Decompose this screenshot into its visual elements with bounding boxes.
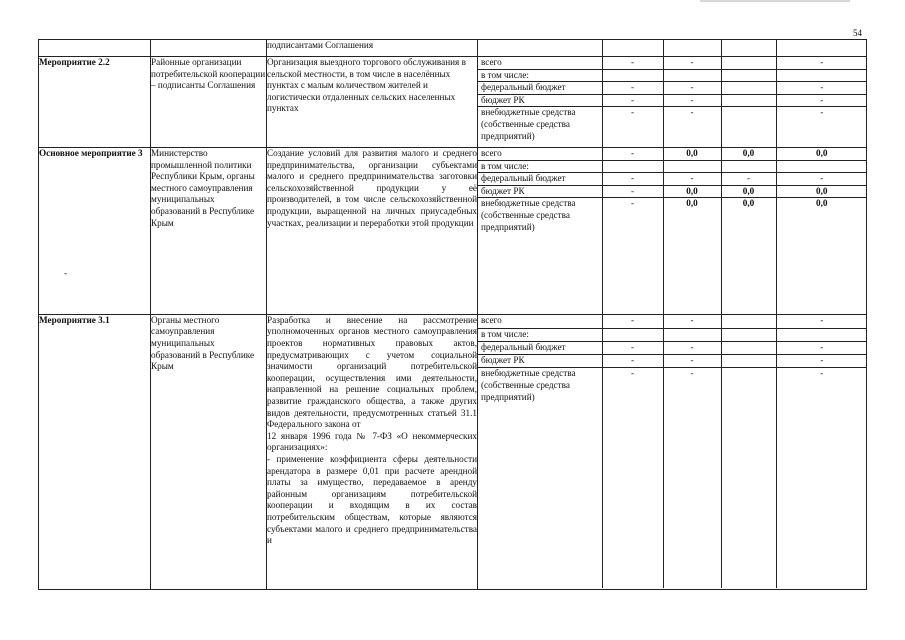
finance-row: бюджет РК - 0,0 0,0 0,0: [478, 185, 867, 198]
cell-description-continuation: подписантами Соглашения: [267, 40, 478, 57]
description-paragraph: - применение коэффициента сферы деятельности арендатора в размере 0,01 при расчете арендной платы за имущество, передаваемое в аренду районным организациям потребительской кооперации и входящим в их состав потребительским обществам, которые являются субъектами малого и среднего предпринимательства и: [267, 454, 477, 546]
finance-row: федеральный бюджет - - - -: [478, 173, 867, 186]
finance-row: в том числе:: [478, 329, 867, 342]
activity-id: Мероприятие 2.2: [39, 57, 151, 148]
finance-row: внебюджетные средства (собственные средства предприятий) - 0,0 0,0 0,0: [478, 198, 867, 314]
finance-row: всего - - -: [478, 315, 867, 329]
finance-subtable: [478, 148, 867, 314]
program-activities-table: [38, 39, 867, 590]
table-row-continuation: [39, 40, 867, 57]
executor-text: Министерство промышленной политики Республики Крым, органы местного самоуправления муниципальных образований в Республике Крым: [151, 148, 255, 228]
finance-row: всего - - -: [478, 57, 867, 69]
activity-description: Организация выездного торгового обслуживания в сельской местности, в том числе в населённых пунктах с малым количеством жителей и логистически отдаленных сельских населенных пунктах: [267, 57, 478, 148]
activity-finance: [478, 57, 867, 148]
finance-row: бюджет РК - - -: [478, 94, 867, 107]
scan-top-line: [700, 0, 850, 2]
activity-executor: Районные организации потребительской кооперации – подписанты Соглашения: [151, 57, 267, 148]
activity-id: Мероприятие 3.1: [39, 314, 151, 589]
cell-finance-continuation: [478, 40, 867, 57]
activity-id: Основное мероприятие 3: [39, 148, 151, 315]
finance-row: в том числе:: [478, 160, 867, 173]
finance-row: внебюджетные средства (собственные средства предприятий) - - -: [478, 368, 867, 588]
page-number: 54: [853, 28, 862, 38]
table-row: [39, 57, 867, 148]
activity-finance: [478, 314, 867, 589]
activity-executor: [151, 148, 267, 315]
table-row: [39, 148, 867, 315]
finance-row: всего - 0,0 0,0 0,0: [478, 148, 867, 160]
finance-row: в том числе:: [478, 69, 867, 82]
activity-description: [267, 314, 478, 589]
finance-row: федеральный бюджет - - -: [478, 82, 867, 95]
finance-row: федеральный бюджет - - -: [478, 342, 867, 355]
table-row: [39, 314, 867, 589]
stray-mark: -: [64, 268, 67, 278]
cell-id-empty: [39, 40, 151, 57]
finance-subtable: [478, 315, 867, 588]
description-paragraph: Разработка и внесение на рассмотрение уполномоченных органов местного самоуправления проектов нормативных правовых актов, предусматривающих с учетом социальной значимости организаций потребительской кооперации, осуществления ими деятельности, направленной на решение социальных проблем, развитие гражданского общества, а также других видов деятельности, предусмотренных статьей 31.1 Федерального закона от: [267, 314, 477, 430]
description-paragraph: 12 января 1996 года № 7-ФЗ «О некоммерческих организациях»:: [267, 430, 477, 453]
activity-executor: Органы местного самоуправления муниципальных образований в Республике Крым: [151, 314, 267, 589]
finance-row: бюджет РК - - -: [478, 355, 867, 368]
cell-executor-empty: [151, 40, 267, 57]
activity-finance: [478, 148, 867, 315]
finance-row: внебюджетные средства (собственные средства предприятий) - - -: [478, 107, 867, 147]
activity-description: Создание условий для развития малого и среднего предпринимательства, организации субъектами малого и среднего предпринимательства заготовки сельскохозяйственной продукции у её производителей, в том числе сельскохозяйственной продукции, выращенной на личных приусадебных участках, реализации и переработки этой продукции: [267, 148, 478, 315]
finance-subtable: [478, 57, 867, 147]
